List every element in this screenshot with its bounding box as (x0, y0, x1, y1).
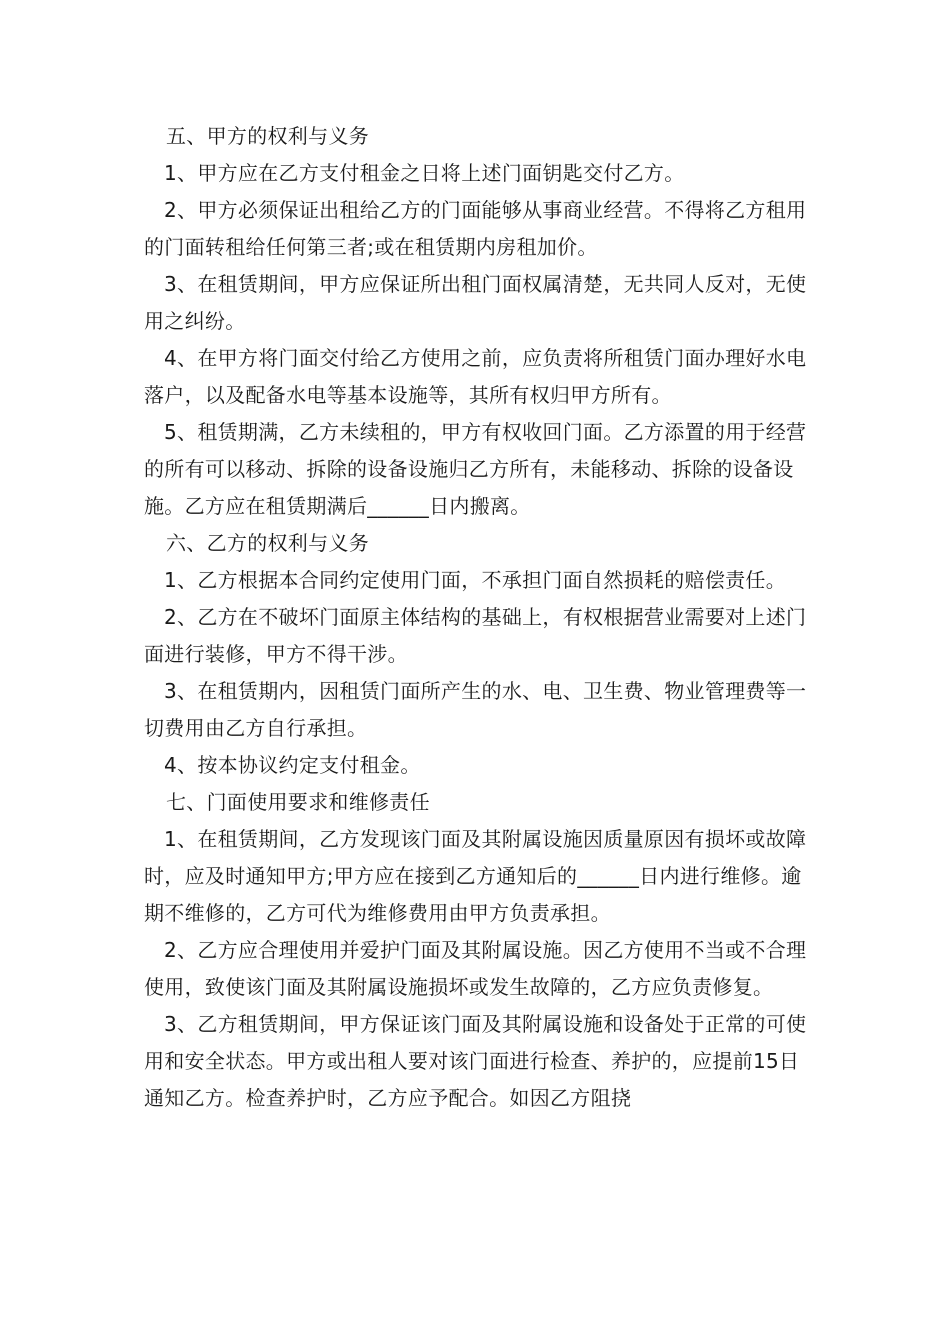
clause-6-3: 3、在租赁期内，因租赁门面所产生的水、电、卫生费、物业管理费等一切费用由乙方自行承担。 (144, 679, 807, 740)
clause-6-4: 4、按本协议约定支付租金。 (164, 753, 421, 777)
section-heading-7: 七、门面使用要求和维修责任 (166, 790, 430, 814)
clause-5-3: 3、在租赁期间，甲方应保证所出租门面权属清楚，无共同人反对，无使用之纠纷。 (144, 272, 807, 333)
clause-5-5: 5、租赁期满，乙方未续租的，甲方有权收回门面。乙方添置的用于经营的所有可以移动、拆除的设备设施归乙方所有，未能移动、拆除的设备设施。乙方应在租赁期满后______日内搬离。 (144, 420, 807, 518)
document-body (144, 118, 812, 1117)
clause-5-4: 4、在甲方将门面交付给乙方使用之前，应负责将所租赁门面办理好水电落户，以及配备水电等基本设施等，其所有权归甲方所有。 (144, 346, 807, 407)
clause-6-2: 2、乙方在不破坏门面原主体结构的基础上，有权根据营业需要对上述门面进行装修，甲方不得干涉。 (144, 605, 807, 666)
clause-5-2: 2、甲方必须保证出租给乙方的门面能够从事商业经营。不得将乙方租用的门面转租给任何第三者;或在租赁期内房租加价。 (144, 198, 807, 259)
section-heading-5: 五、甲方的权利与义务 (166, 124, 369, 148)
clause-5-1: 1、甲方应在乙方支付租金之日将上述门面钥匙交付乙方。 (164, 161, 685, 185)
clause-6-1: 1、乙方根据本合同约定使用门面，不承担门面自然损耗的赔偿责任。 (164, 568, 787, 592)
clause-7-2: 2、乙方应合理使用并爱护门面及其附属设施。因乙方使用不当或不合理使用，致使该门面及其附属设施损坏或发生故障的，乙方应负责修复。 (144, 938, 807, 999)
clause-7-3: 3、乙方租赁期间，甲方保证该门面及其附属设施和设备处于正常的可使用和安全状态。甲方或出租人要对该门面进行检查、养护的，应提前15日通知乙方。检查养护时，乙方应予配合。如因乙方阻挠 (144, 1012, 807, 1110)
section-heading-6: 六、乙方的权利与义务 (166, 531, 369, 555)
clause-7-1: 1、在租赁期间，乙方发现该门面及其附属设施因质量原因有损坏或故障时，应及时通知甲方;甲方应在接到乙方通知后的______日内进行维修。逾期不维修的，乙方可代为维修费用由甲方负责承担。 (144, 827, 807, 925)
